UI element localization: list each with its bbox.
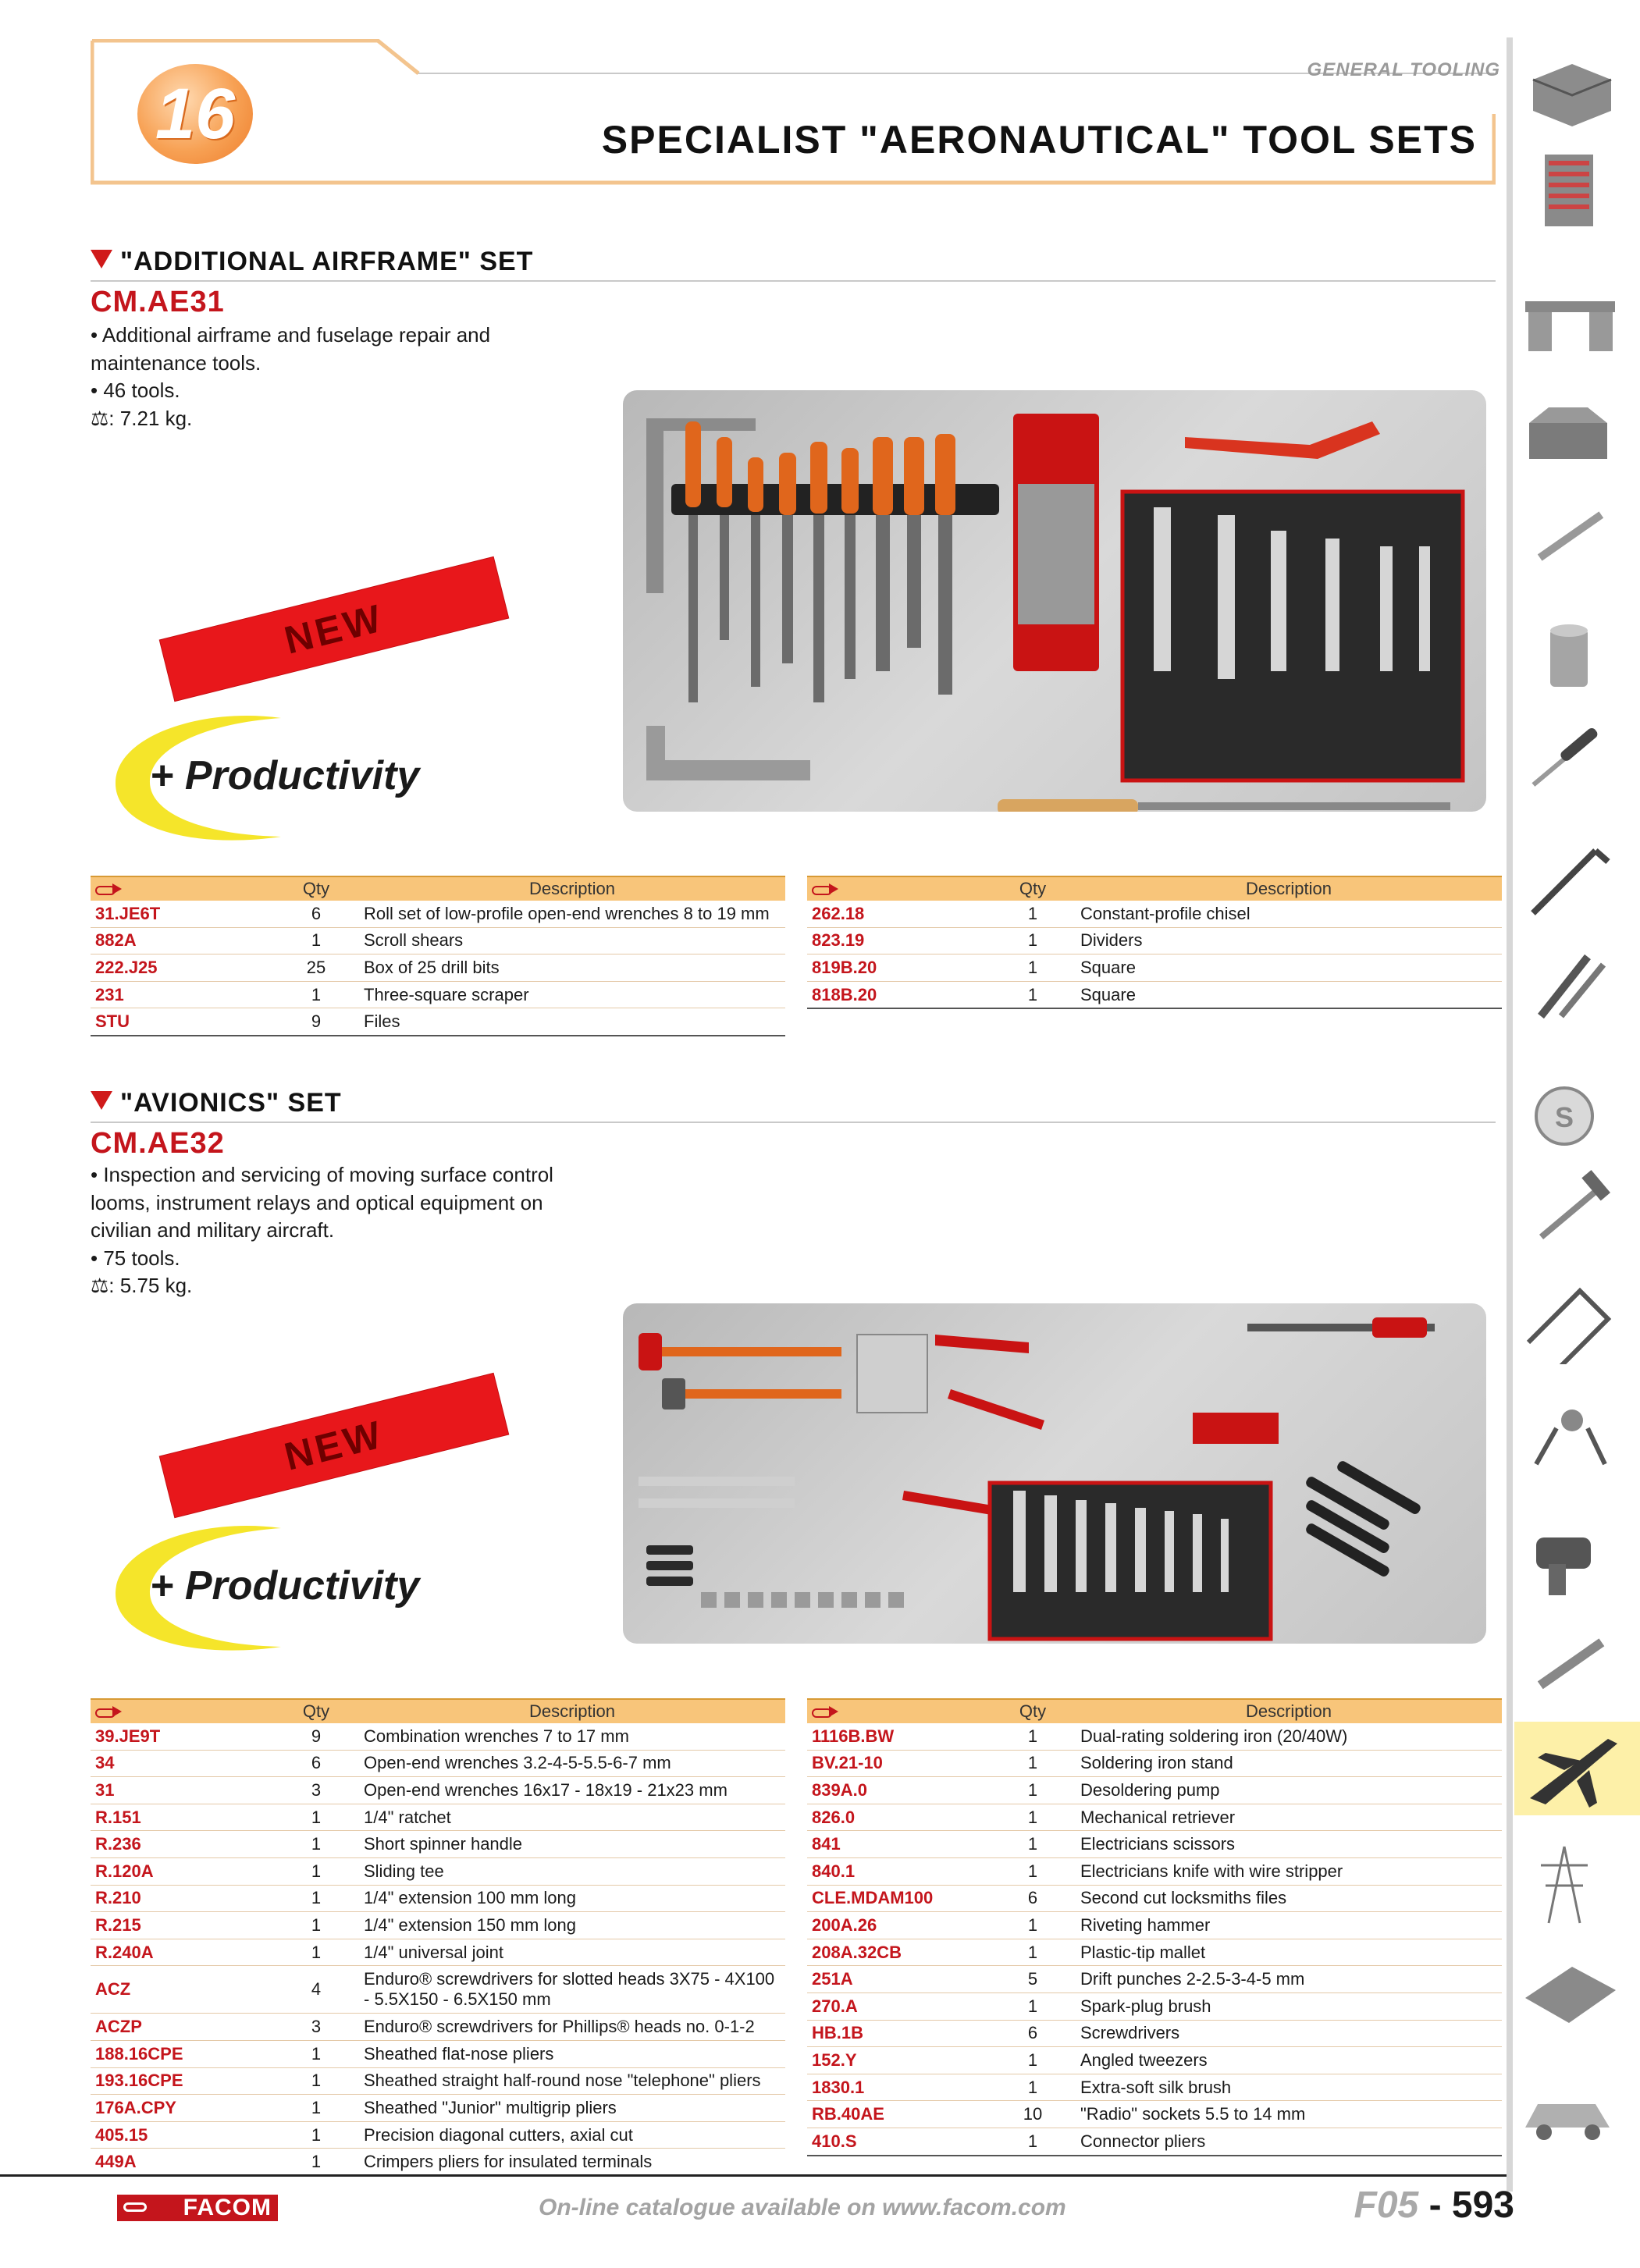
item-qty: 1 [273, 1885, 359, 1912]
item-description: Constant-profile chisel [1076, 901, 1502, 927]
set1-heading-text: "ADDITIONAL AIRFRAME" SET [120, 247, 534, 276]
item-code: 188.16CPE [91, 2040, 273, 2067]
item-code: 208A.32CB [807, 1939, 990, 1966]
item-code: 270.A [807, 1992, 990, 2020]
item-qty: 6 [990, 2020, 1076, 2047]
item-code: 841 [807, 1831, 990, 1858]
item-description: Three-square scraper [359, 981, 785, 1008]
item-description: Open-end wrenches 16x17 - 18x19 - 21x23 mm [359, 1777, 785, 1804]
item-description: Desoldering pump [1076, 1777, 1502, 1804]
item-qty: 1 [273, 1912, 359, 1939]
item-code: 882A [91, 927, 273, 954]
page-number [1311, 2184, 1514, 2227]
item-code: 262.18 [807, 901, 990, 927]
table-row [807, 1966, 1502, 1993]
set2-description [91, 1161, 684, 1300]
qty-column-header: Qty [990, 1699, 1076, 1723]
item-qty: 1 [990, 981, 1076, 1008]
item-code: 34 [91, 1750, 273, 1777]
table-row [807, 1831, 1502, 1858]
item-qty: 1 [990, 1912, 1076, 1939]
item-code: 1116B.BW [807, 1723, 990, 1750]
description-column-header: Description [1076, 1699, 1502, 1723]
set2-desc-line: • 75 tools. [91, 1246, 180, 1270]
item-qty: 1 [273, 2121, 359, 2149]
item-code: 410.S [807, 2128, 990, 2155]
item-description: Square [1076, 954, 1502, 982]
table-row [91, 1885, 785, 1912]
table-row [807, 1939, 1502, 1966]
table-header-row [91, 1699, 785, 1723]
toolbox-icon[interactable] [1517, 390, 1619, 475]
page-separator: - [1418, 2184, 1452, 2226]
item-description: Electricians knife with wire stripper [1076, 1857, 1502, 1885]
sidebar-rail [1507, 37, 1513, 2192]
item-description: Short spinner handle [359, 1831, 785, 1858]
item-qty: 1 [990, 901, 1076, 927]
table-row [91, 1831, 785, 1858]
item-qty: 6 [273, 1750, 359, 1777]
item-description: Box of 25 drill bits [359, 954, 785, 982]
set1-heading [91, 247, 1496, 277]
item-description: Scroll shears [359, 927, 785, 954]
table-row [807, 927, 1502, 954]
item-code: ACZ [91, 1966, 273, 2014]
item-description: Precision diagonal cutters, axial cut [359, 2121, 785, 2149]
qty-column-header: Qty [273, 876, 359, 901]
table-row [91, 927, 785, 954]
item-description: Sheathed flat-nose pliers [359, 2040, 785, 2067]
item-description: Enduro® screwdrivers for Phillips® heads no. 0-1-2 [359, 2014, 785, 2041]
table-row [91, 2040, 785, 2067]
set2-productivity-badge [109, 1522, 515, 1655]
item-description: Riveting hammer [1076, 1912, 1502, 1939]
set1-weight: ⚖: 7.21 kg. [91, 406, 193, 430]
table-header-row [807, 876, 1502, 901]
socket-icon[interactable] [1517, 617, 1619, 701]
table-row [807, 1992, 1502, 2020]
tape-measure-icon[interactable] [1517, 1074, 1619, 1158]
item-description: Connector pliers [1076, 2128, 1502, 2155]
pylon-icon[interactable] [1517, 1842, 1619, 1926]
table-row [807, 2128, 1502, 2155]
puller-icon[interactable] [1517, 1389, 1619, 1473]
table-row [807, 954, 1502, 982]
item-description: Crimpers pliers for insulated terminals [359, 2149, 785, 2176]
item-code: STU [91, 1008, 273, 1036]
facom-logo-text: FACOM [183, 2195, 272, 2220]
ref-column-header [91, 1699, 273, 1723]
item-code: BV.21-10 [807, 1750, 990, 1777]
set1-desc-line: • Additional airframe and fuselage repair and [91, 323, 491, 347]
item-description: 1/4" universal joint [359, 1939, 785, 1966]
item-description: Electricians scissors [1076, 1831, 1502, 1858]
item-code: 222.J25 [91, 954, 273, 982]
item-description: Roll set of low-profile open-end wrenches 8 to 19 mm [359, 901, 785, 927]
facom-logo [117, 2195, 278, 2221]
set2-new-ribbon: NEW [160, 1374, 508, 1517]
set1-product-photo [623, 390, 1486, 812]
table-row [91, 2067, 785, 2095]
reference-arrow-icon [95, 883, 122, 894]
item-qty: 1 [273, 2040, 359, 2067]
item-qty: 5 [990, 1966, 1076, 1993]
item-code: 251A [807, 1966, 990, 1993]
hammer-icon[interactable] [1517, 1169, 1619, 1253]
item-qty: 1 [273, 2095, 359, 2122]
item-qty: 1 [273, 981, 359, 1008]
set2-photo-illustration [623, 1303, 1486, 1644]
item-description: Enduro® screwdrivers for slotted heads 3X75 - 4X100 - 5.5X150 - 6.5X150 mm [359, 1966, 785, 2014]
table-row [91, 1777, 785, 1804]
item-qty: 1 [990, 2047, 1076, 2074]
table-row [807, 2020, 1502, 2047]
table-row [91, 2014, 785, 2041]
item-description: 1/4" extension 150 mm long [359, 1912, 785, 1939]
item-qty: 1 [990, 1777, 1076, 1804]
table-row [91, 1966, 785, 2014]
table-row [91, 2095, 785, 2122]
item-qty: 1 [990, 2128, 1076, 2155]
item-description: Files [359, 1008, 785, 1036]
set1-reference: CM.AE31 [91, 286, 225, 318]
set1-productivity-badge [109, 712, 515, 844]
item-description: Mechanical retriever [1076, 1804, 1502, 1831]
item-code: R.236 [91, 1831, 273, 1858]
set1-heading-block [91, 247, 1496, 282]
item-code: CLE.MDAM100 [807, 1885, 990, 1912]
chapter-badge: 16 [137, 64, 253, 164]
page-title: SPECIALIST "AERONAUTICAL" TOOL SETS [601, 118, 1477, 162]
item-code: R.120A [91, 1857, 273, 1885]
item-qty: 4 [273, 1966, 359, 2014]
table-row [807, 2074, 1502, 2101]
item-qty: 6 [990, 1885, 1076, 1912]
screwdriver-icon[interactable] [1517, 718, 1619, 802]
item-description: Dividers [1076, 927, 1502, 954]
item-description: "Radio" sockets 5.5 to 14 mm [1076, 2101, 1502, 2128]
workbench-icon[interactable] [1517, 278, 1619, 362]
table-row [91, 2121, 785, 2149]
impact-wrench-icon[interactable] [1517, 1514, 1619, 1598]
reference-arrow-icon [812, 883, 838, 894]
item-qty: 1 [990, 927, 1076, 954]
ref-column-header [807, 876, 990, 901]
set1-heading-rule [91, 280, 1496, 282]
item-qty: 1 [990, 1992, 1076, 2020]
item-code: 31.JE6T [91, 901, 273, 927]
table-row [807, 1777, 1502, 1804]
item-code: 823.19 [807, 927, 990, 954]
item-description: Angled tweezers [1076, 2047, 1502, 2074]
item-qty: 1 [990, 1723, 1076, 1750]
set1-desc-line: maintenance tools. [91, 350, 261, 375]
item-code: 39.JE9T [91, 1723, 273, 1750]
hex-key-icon[interactable] [1517, 838, 1619, 922]
ref-column-header [91, 876, 273, 901]
item-qty: 1 [273, 1804, 359, 1831]
wrench-icon[interactable] [1517, 493, 1619, 578]
airplane-icon[interactable] [1522, 1726, 1624, 1811]
svg-text:S: S [1554, 1101, 1574, 1133]
item-qty: 1 [273, 1939, 359, 1966]
item-qty: 3 [273, 2014, 359, 2041]
set2-reference: CM.AE32 [91, 1127, 225, 1160]
pipe-wrench-icon[interactable] [1517, 1620, 1619, 1705]
item-qty: 1 [990, 1939, 1076, 1966]
pliers-icon[interactable] [1517, 941, 1619, 1026]
table-row [91, 1912, 785, 1939]
item-qty: 25 [273, 954, 359, 982]
table-row [807, 2101, 1502, 2128]
item-description: Screwdrivers [1076, 2020, 1502, 2047]
item-description: Soldering iron stand [1076, 1750, 1502, 1777]
car-icon[interactable] [1517, 2073, 1619, 2157]
table-row [807, 2047, 1502, 2074]
set2-desc-line: civilian and military aircraft. [91, 1218, 335, 1242]
item-code: ACZP [91, 2014, 273, 2041]
item-qty: 1 [990, 1750, 1076, 1777]
description-column-header: Description [359, 1699, 785, 1723]
set2-weight: ⚖: 5.75 kg. [91, 1274, 193, 1297]
item-code: R.151 [91, 1804, 273, 1831]
item-code: 818B.20 [807, 981, 990, 1008]
item-qty: 1 [273, 1831, 359, 1858]
table-row [807, 1750, 1502, 1777]
set1-photo-illustration [623, 390, 1486, 812]
hacksaw-icon[interactable] [1517, 1280, 1619, 1364]
page-number-value: 593 [1451, 2184, 1514, 2226]
table-row [807, 1857, 1502, 1885]
set2-table-right [807, 1698, 1502, 2156]
set2-heading-text: "AVIONICS" SET [120, 1088, 342, 1118]
table-row [91, 1804, 785, 1831]
item-description: Sheathed straight half-round nose "telephone" pliers [359, 2067, 785, 2095]
item-code: 200A.26 [807, 1912, 990, 1939]
item-qty: 9 [273, 1008, 359, 1036]
table-row [91, 1723, 785, 1750]
item-code: 231 [91, 981, 273, 1008]
item-description: Dual-rating soldering iron (20/40W) [1076, 1723, 1502, 1750]
reference-arrow-icon [95, 1706, 122, 1717]
set1-table-left [91, 876, 785, 1036]
item-qty: 1 [990, 1831, 1076, 1858]
item-qty: 1 [990, 954, 1076, 982]
item-code: 176A.CPY [91, 2095, 273, 2122]
table-header-row [807, 1699, 1502, 1723]
table-row [91, 954, 785, 982]
online-catalogue-note: On-line catalogue available on www.facom.com [539, 2195, 1066, 2220]
set2-table-left [91, 1698, 785, 2177]
down-triangle-icon [91, 1091, 112, 1110]
item-code: 152.Y [807, 2047, 990, 2074]
tool-case-icon[interactable] [1517, 48, 1619, 133]
set1-table-right [807, 876, 1502, 1009]
item-code: HB.1B [807, 2020, 990, 2047]
set2-productivity-label: + Productivity [150, 1563, 420, 1609]
set1-new-ribbon: NEW [160, 557, 508, 701]
item-qty: 1 [990, 1804, 1076, 1831]
item-qty: 1 [273, 927, 359, 954]
section-label: GENERAL TOOLING [1307, 59, 1500, 80]
item-code: R.210 [91, 1885, 273, 1912]
set2-heading-block [91, 1088, 1496, 1123]
set2-product-photo [623, 1303, 1486, 1644]
table-row [807, 1804, 1502, 1831]
item-qty: 1 [990, 2074, 1076, 2101]
reference-arrow-icon [812, 1706, 838, 1717]
item-description: Drift punches 2-2.5-3-4-5 mm [1076, 1966, 1502, 1993]
item-code: 839A.0 [807, 1777, 990, 1804]
item-code: 449A [91, 2149, 273, 2176]
table-row [807, 901, 1502, 927]
item-code: 819B.20 [807, 954, 990, 982]
item-qty: 10 [990, 2101, 1076, 2128]
qty-column-header: Qty [990, 876, 1076, 901]
set1-desc-line: • 46 tools. [91, 379, 180, 402]
footer-rule [0, 2174, 1507, 2177]
item-code: R.240A [91, 1939, 273, 1966]
table-row [807, 1723, 1502, 1750]
description-column-header: Description [359, 876, 785, 901]
table-row [91, 1008, 785, 1036]
table-row [807, 1885, 1502, 1912]
table-row [91, 1750, 785, 1777]
item-description: Square [1076, 981, 1502, 1008]
item-qty: 1 [273, 1857, 359, 1885]
item-code: 193.16CPE [91, 2067, 273, 2095]
item-description: Combination wrenches 7 to 17 mm [359, 1723, 785, 1750]
item-qty: 3 [273, 1777, 359, 1804]
facom-logo-icon [123, 2202, 147, 2212]
item-description: Plastic-tip mallet [1076, 1939, 1502, 1966]
table-row [91, 2149, 785, 2176]
table-row [91, 1939, 785, 1966]
tool-cabinet-icon[interactable] [1517, 148, 1619, 233]
table-row [91, 981, 785, 1008]
item-code: RB.40AE [807, 2101, 990, 2128]
item-description: Extra-soft silk brush [1076, 2074, 1502, 2101]
item-description: Second cut locksmiths files [1076, 1885, 1502, 1912]
item-description: 1/4" ratchet [359, 1804, 785, 1831]
item-code: 1830.1 [807, 2074, 990, 2101]
item-description: Sliding tee [359, 1857, 785, 1885]
item-qty: 1 [990, 1857, 1076, 1885]
set2-heading-rule [91, 1122, 1496, 1123]
description-column-header: Description [1076, 876, 1502, 901]
set2-desc-line: • Inspection and servicing of moving surface control [91, 1163, 553, 1186]
set1-productivity-label: + Productivity [150, 753, 420, 798]
set1-description [91, 322, 653, 432]
table-row [807, 981, 1502, 1008]
table-row [807, 1912, 1502, 1939]
down-triangle-icon [91, 250, 112, 268]
item-description: Open-end wrenches 3.2-4-5-5.5-6-7 mm [359, 1750, 785, 1777]
circuit-board-icon[interactable] [1517, 1951, 1619, 2035]
item-qty: 9 [273, 1723, 359, 1750]
set2-heading [91, 1088, 1496, 1118]
ref-column-header [807, 1699, 990, 1723]
item-description: 1/4" extension 100 mm long [359, 1885, 785, 1912]
item-description: Sheathed "Junior" multigrip pliers [359, 2095, 785, 2122]
table-row [91, 901, 785, 927]
table-header-row [91, 876, 785, 901]
item-code: R.215 [91, 1912, 273, 1939]
item-code: 405.15 [91, 2121, 273, 2149]
item-description: Spark-plug brush [1076, 1992, 1502, 2020]
qty-column-header: Qty [273, 1699, 359, 1723]
item-qty: 6 [273, 901, 359, 927]
item-code: 840.1 [807, 1857, 990, 1885]
item-code: 31 [91, 1777, 273, 1804]
item-qty: 1 [273, 2067, 359, 2095]
item-qty: 1 [273, 2149, 359, 2176]
table-row [91, 1857, 785, 1885]
set2-desc-line: looms, instrument relays and optical equipment on [91, 1190, 543, 1214]
section-code: F05 [1354, 2184, 1419, 2226]
item-code: 826.0 [807, 1804, 990, 1831]
